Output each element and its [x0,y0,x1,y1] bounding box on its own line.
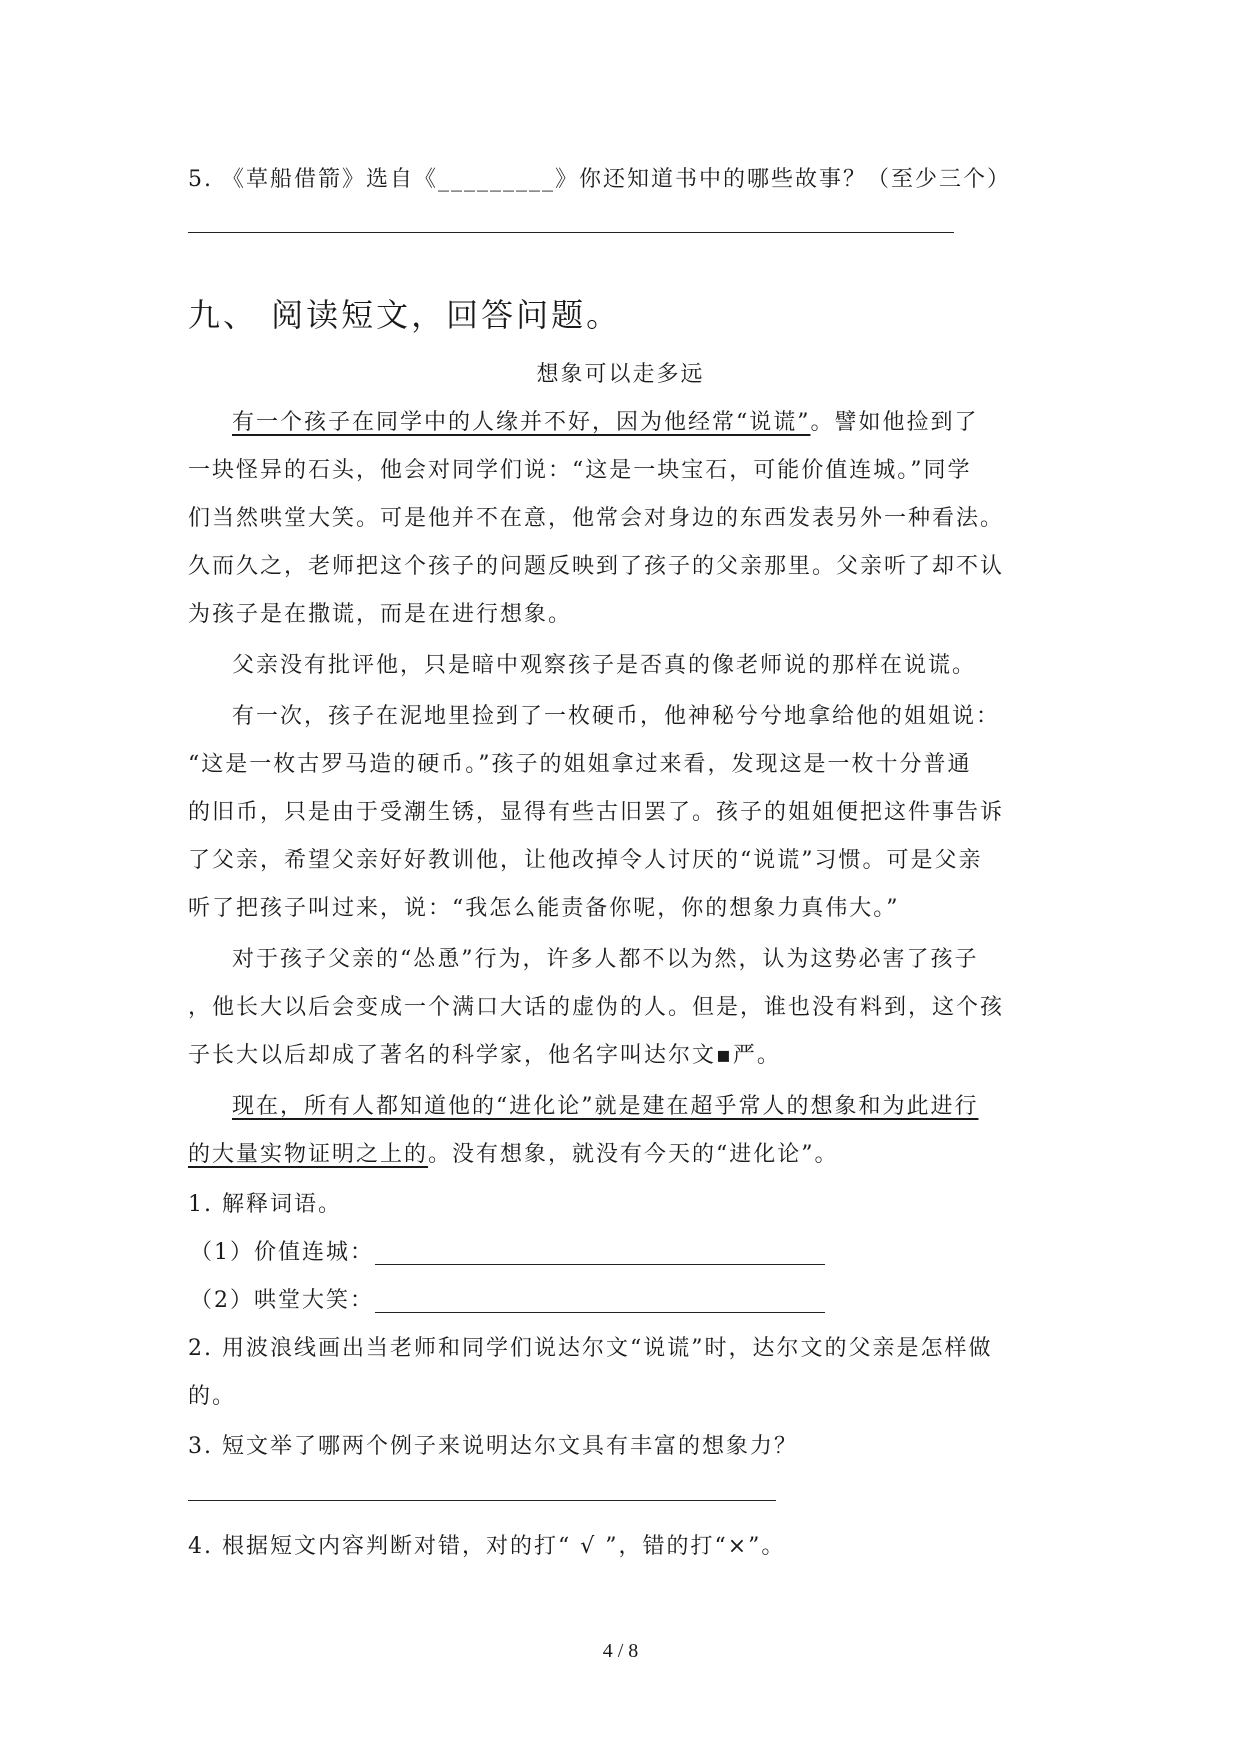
underlined-sentence: 的大量实物证明之上的 [188,1142,429,1167]
passage-line: 了父亲，希望父亲好好教训他，让他改掉令人讨厌的“说谎”习惯。可是父亲 [188,848,983,873]
question-3: 3. 短文举了哪两个例子来说明达尔文具有丰富的想象力？ [188,1434,798,1459]
underlined-sentence: 现在，所有人都知道他的“进化论”就是建在超乎常人的想象和为此进行 [232,1094,979,1119]
question-2: 2. 用波浪线画出当老师和同学们说达尔文“说谎”时，达尔文的父亲是怎样做 [188,1336,993,1361]
passage-line: 有一次，孩子在泥地里捡到了一枚硬币，他神秘兮兮地拿给他的姐姐说： [232,704,1001,729]
answer-line-q5 [188,232,954,233]
question-4: 4. 根据短文内容判断对错，对的打“ √ ”，错的打“×”。 [188,1534,786,1559]
passage-line: ，他长大以后会变成一个满口大话的虚伪的人。但是，谁也没有料到，这个孩 [188,995,1005,1020]
passage-text: 。譬如他捡到了 [810,410,979,435]
answer-line-q1-1 [375,1264,825,1265]
passage-line: 对于孩子父亲的“怂恿”行为，许多人都不以为然，认为这势必害了孩子 [232,947,979,972]
question-1-2: （2）哄堂大笑： [190,1288,374,1313]
passage-line: 为孩子是在撒谎，而是在进行想象。 [188,602,573,627]
answer-line-q3 [188,1500,776,1501]
passage-line: 父亲没有批评他，只是暗中观察孩子是否真的像老师说的那样在说谎。 [232,653,977,678]
passage-line: 听了把孩子叫过来，说：“我怎么能责备你呢，你的想象力真伟大。” [188,896,900,921]
passage-line: “这是一枚古罗马造的硬币。”孩子的姐姐拿过来看，发现这是一枚十分普通 [188,752,972,777]
question-1: 1. 解释词语。 [188,1192,342,1217]
passage-line: 的旧币，只是由于受潮生锈，显得有些古旧罢了。孩子的姐姐便把这件事告诉 [188,800,1005,825]
passage-line: 子长大以后却成了著名的科学家，他名字叫达尔文▪严。 [188,1043,781,1068]
question-5: 5. 《草船借箭》选自《_________》你还知道书中的哪些故事？（至少三个） [188,167,1011,192]
answer-line-q1-2 [375,1312,825,1313]
passage-line [232,405,1102,436]
question-1-1: （1）价值连城： [190,1240,374,1265]
passage-line: 久而久之，老师把这个孩子的问题反映到了孩子的父亲那里。父亲听了却不认 [188,554,1005,579]
section-heading: 九、 阅读短文，回答问题。 [188,296,622,334]
question-2-cont: 的。 [188,1384,237,1409]
passage-line: 们当然哄堂大笑。可是他并不在意，他常会对身边的东西发表另外一种看法。 [188,506,1005,531]
page-number: 4 / 8 [602,1640,639,1662]
passage-text: 。没有想象，就没有今天的“进化论”。 [428,1142,839,1167]
passage-line: 一块怪异的石头，他会对同学们说：“这是一块宝石，可能价值连城。”同学 [188,458,972,483]
passage-line [188,1137,1058,1168]
passage-line [232,1089,1102,1120]
underlined-sentence: 有一个孩子在同学中的人缘并不好，因为他经常“说谎” [232,410,811,435]
passage-title: 想象可以走多远 [536,362,705,387]
